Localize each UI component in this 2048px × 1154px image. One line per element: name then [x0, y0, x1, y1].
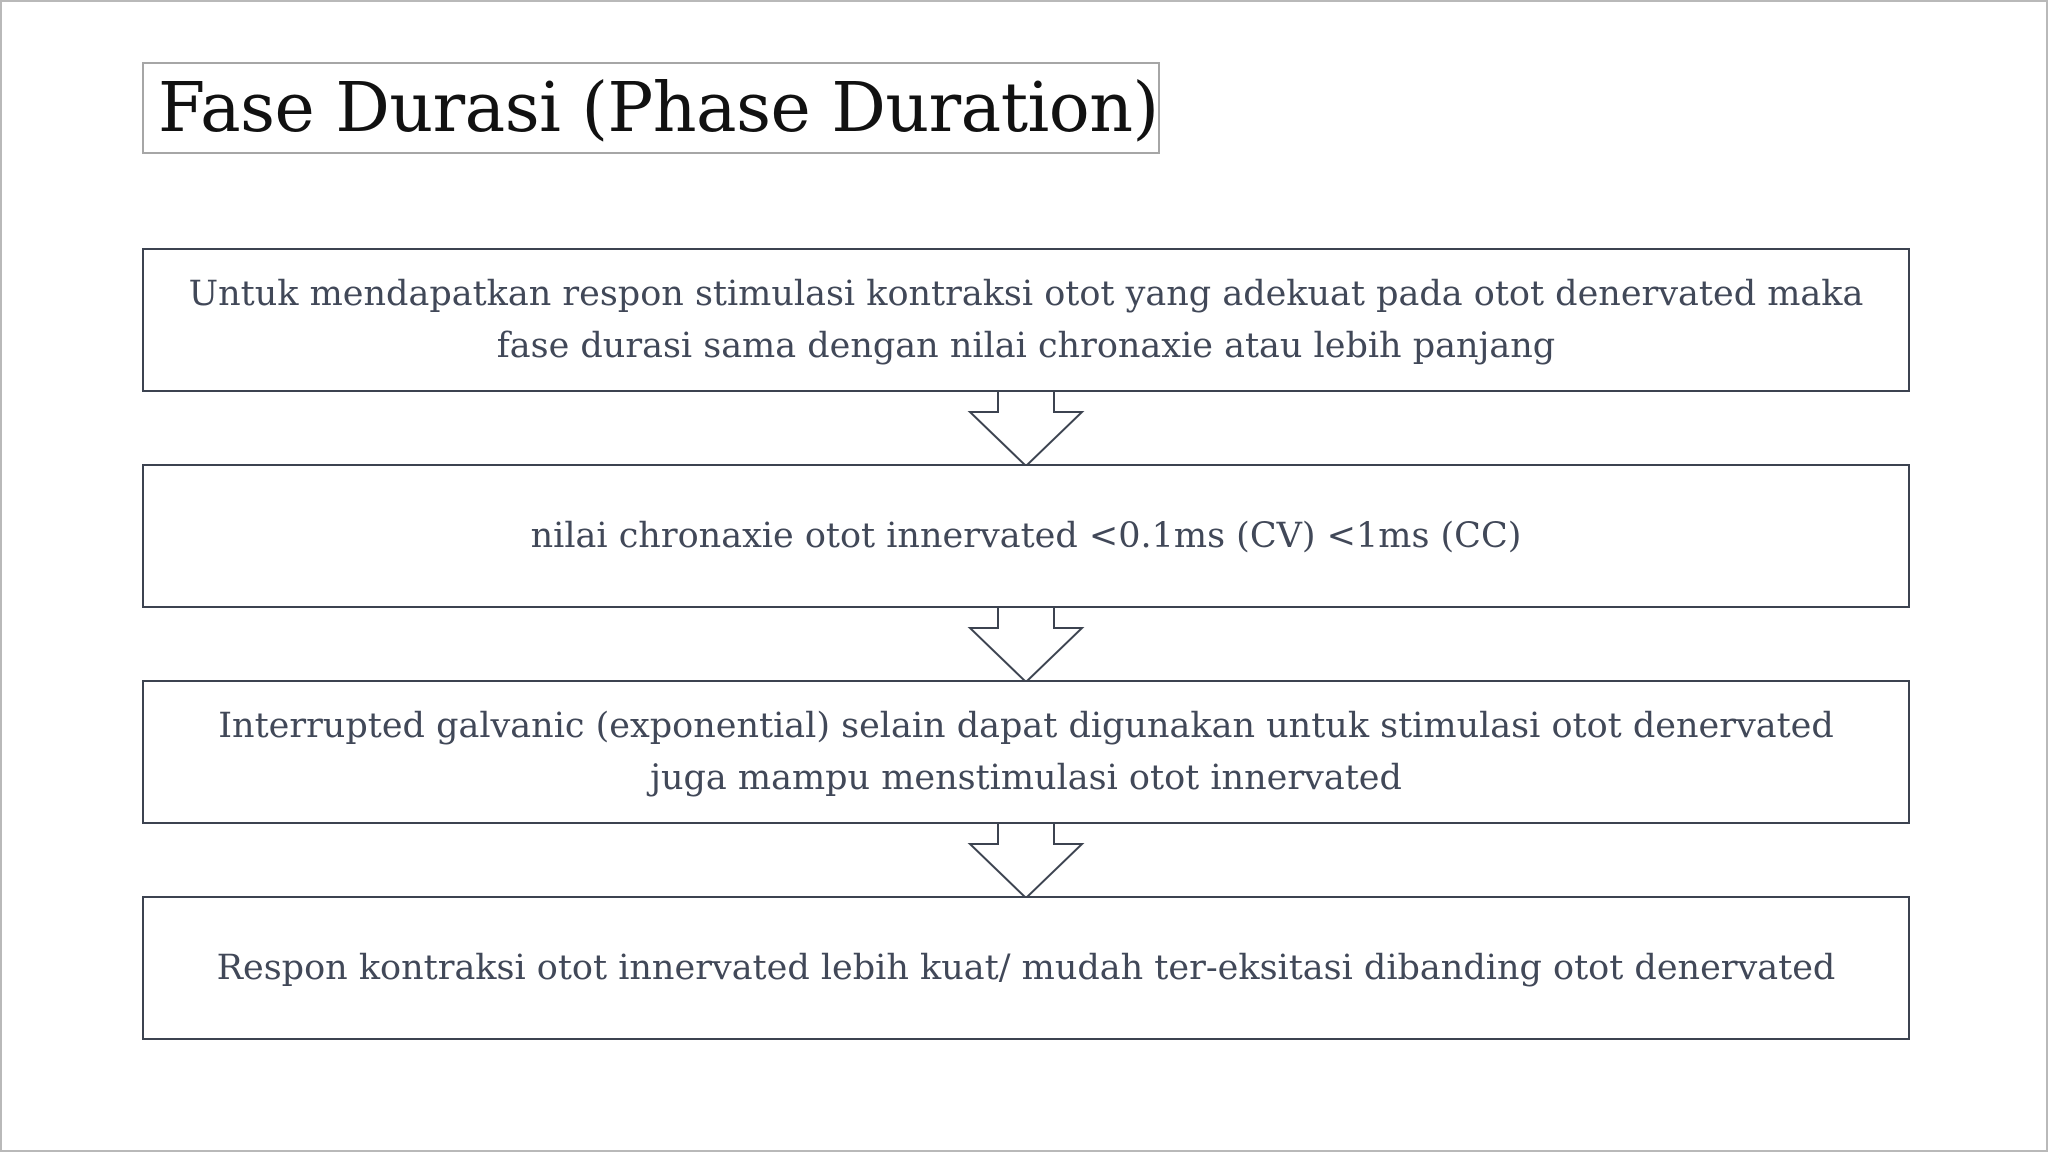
flow-step-4-text: Respon kontraksi otot innervated lebih kuat/ mudah ter-eksitasi dibanding otot denervated	[216, 948, 1836, 988]
flow-box-1	[142, 248, 1910, 392]
flow-step-3-text: Interrupted galvanic (exponential) selain dapat digunakan untuk stimulasi otot denervated juga mampu menstimulasi otot innervated	[218, 706, 1834, 798]
flow-box-3	[142, 680, 1910, 824]
flow-box-4	[142, 896, 1910, 1040]
flow-box-2	[142, 464, 1910, 608]
slide-title: Fase Durasi (Phase Duration)	[158, 68, 1159, 148]
down-arrow-1	[962, 390, 1082, 466]
down-arrow-2	[962, 606, 1082, 682]
flow-step-1-text: Untuk mendapatkan respon stimulasi kontraksi otot yang adekuat pada otot denervated maka fase durasi sama dengan nilai chronaxie atau lebih panjang	[188, 274, 1864, 366]
down-arrow-3	[962, 822, 1082, 898]
flow-step-2-text: nilai chronaxie otot innervated <0.1ms (CV) <1ms (CC)	[530, 516, 1522, 556]
